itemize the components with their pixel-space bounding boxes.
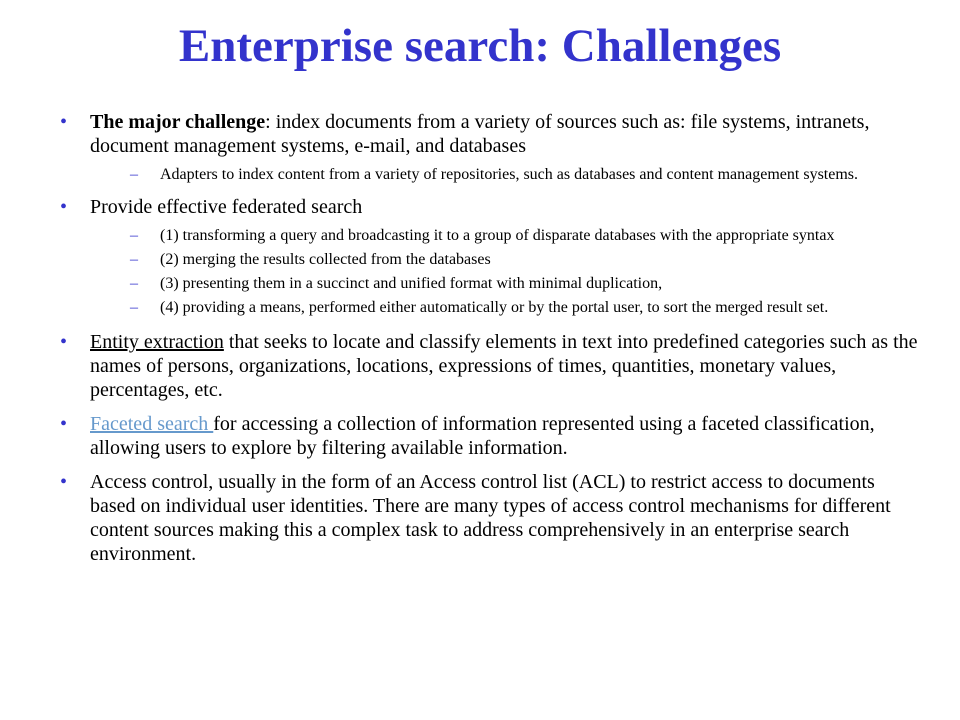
sub-item-text: (4) providing a means, performed either automatically or by the portal user, to sort the merged result set.	[160, 299, 829, 316]
sub-list	[90, 225, 920, 318]
bullet-text-access-control: Access control, usually in the form of an Access control list (ACL) to restrict access to documents based on individual user identities. There are many types of access control mechanisms for different content sources making this a complex task to address comprehensively in an enterprise search environment.	[90, 471, 891, 565]
bullet-marker: •	[60, 471, 68, 493]
bullet-text-faceted-search: for accessing a collection of information represented using a faceted classification, allowing users to explore by filtering available information.	[90, 413, 875, 459]
bullet-major-challenge	[60, 110, 920, 185]
bullet-text-major-challenge: : index documents from a variety of sources such as: file systems, intranets, document management systems, e-mail, and databases	[90, 111, 870, 157]
bullet-federated-search	[60, 195, 920, 318]
sub-marker: –	[130, 166, 138, 183]
bullet-entity-extraction	[60, 330, 920, 402]
sub-marker: –	[130, 299, 138, 316]
sub-item-adapters	[90, 164, 920, 185]
bullet-marker: •	[60, 196, 68, 218]
sub-item-presenting	[90, 273, 920, 294]
sub-item-text: Adapters to index content from a variety of repositories, such as databases and content management systems.	[160, 166, 859, 183]
bullet-access-control	[60, 470, 920, 566]
sub-list	[90, 164, 920, 185]
sub-item-sorting	[90, 297, 920, 318]
sub-marker: –	[130, 251, 138, 268]
sub-item-merging	[90, 249, 920, 270]
bullet-faceted-search	[60, 412, 920, 460]
bullet-marker: •	[60, 111, 68, 133]
bullet-marker: •	[60, 413, 68, 435]
bullet-marker: •	[60, 331, 68, 353]
slide-title: Enterprise search: Challenges	[178, 20, 782, 72]
sub-item-transforming	[90, 225, 920, 246]
sub-item-text: (3) presenting them in a succinct and unified format with minimal duplication,	[160, 275, 663, 292]
sub-item-text: (1) transforming a query and broadcasting it to a group of disparate databases with the appropriate syntax	[160, 227, 835, 244]
sub-item-text: (2) merging the results collected from the databases	[160, 251, 491, 268]
bullet-text-federated-search: Provide effective federated search	[90, 196, 363, 218]
bullet-lead-major-challenge: The major challenge	[90, 111, 266, 133]
entity-extraction-term: Entity extraction	[90, 331, 224, 353]
bullet-text-entity-extraction: that seeks to locate and classify elements in text into predefined categories such as the names of persons, organizations, locations, expressions of times, quantities, monetary values, percentages, etc.	[90, 331, 918, 401]
bullet-list	[60, 110, 920, 566]
sub-marker: –	[130, 275, 138, 292]
faceted-search-link[interactable]: Faceted search	[90, 413, 214, 435]
sub-marker: –	[130, 227, 138, 244]
